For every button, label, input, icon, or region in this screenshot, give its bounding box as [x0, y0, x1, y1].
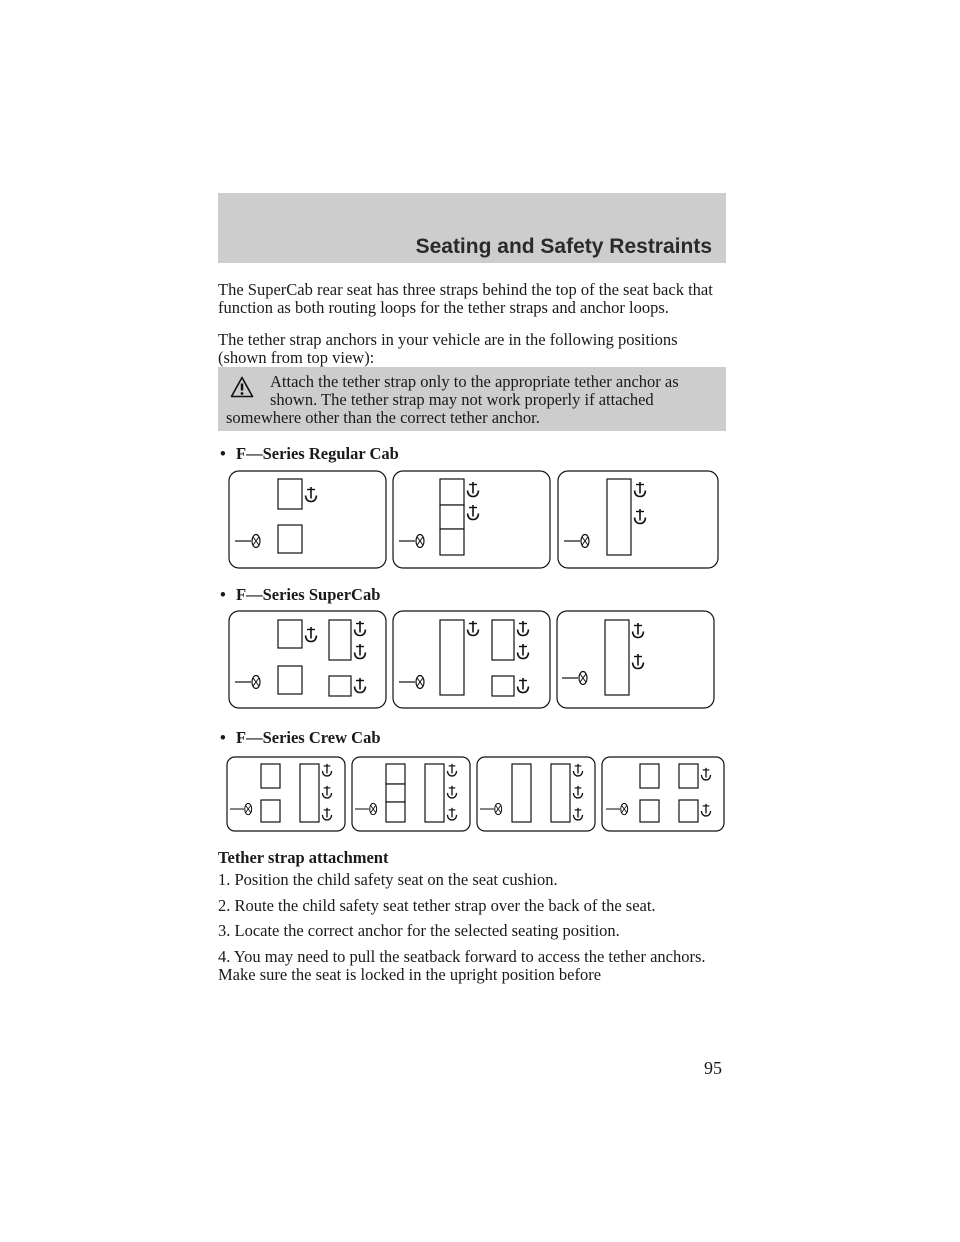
- tether-step-2: 2. Route the child safety seat tether strap over the back of the seat.: [218, 896, 656, 915]
- regular-cab-diagrams: [228, 470, 720, 570]
- supercab-diagram-1: [229, 611, 386, 708]
- tether-step-1: 1. Position the child safety seat on the seat cushion.: [218, 870, 558, 889]
- regular-cab-diagram-1: [229, 471, 386, 568]
- supercab-diagram-3: [557, 611, 714, 708]
- warning-text-line-2: shown. The tether strap may not work properly if attached: [270, 390, 654, 409]
- bullet-regular-cab: [220, 444, 399, 464]
- supercab-diagrams: [228, 610, 720, 710]
- crew-cab-diagrams: [226, 756, 726, 834]
- regular-cab-diagram-3: [558, 471, 718, 568]
- warning-triangle-icon: [230, 376, 254, 398]
- bullet-label: F—Series Crew Cab: [236, 728, 381, 747]
- crew-cab-diagram-3: [477, 757, 595, 831]
- section-title: Seating and Safety Restraints: [415, 235, 712, 258]
- bullet-crew-cab: [220, 728, 381, 748]
- tether-step-4: 4. You may need to pull the seatback forward to access the tether anchors. Make sure the seat is locked in the upright position before: [218, 947, 706, 984]
- bullet-label: F—Series Regular Cab: [236, 444, 399, 463]
- crew-cab-diagram-1: [227, 757, 345, 831]
- warning-text-line-3: somewhere other than the correct tether anchor.: [226, 408, 540, 427]
- bullet-dot: •: [220, 444, 226, 463]
- tether-step-3: 3. Locate the correct anchor for the selected seating position.: [218, 921, 620, 940]
- supercab-diagram-2: [393, 611, 550, 708]
- bullet-dot: •: [220, 728, 226, 747]
- warning-text-line-1: Attach the tether strap only to the appropriate tether anchor as: [270, 372, 679, 391]
- bullet-label: F—Series SuperCab: [236, 585, 381, 604]
- page-number: 95: [704, 1058, 722, 1078]
- crew-cab-diagram-2: [352, 757, 470, 831]
- bullet-supercab: [220, 585, 380, 605]
- intro-paragraph-2: The tether strap anchors in your vehicle are in the following positions (shown from top view):: [218, 330, 678, 367]
- tether-heading: Tether strap attachment: [218, 848, 389, 867]
- bullet-dot: •: [220, 585, 226, 604]
- warning-box: [218, 367, 726, 431]
- intro-paragraph-1: The SuperCab rear seat has three straps behind the top of the seat back that function as both routing loops for the tether straps and anchor loops.: [218, 280, 713, 317]
- section-header: [218, 193, 726, 263]
- regular-cab-diagram-2: [393, 471, 550, 568]
- crew-cab-diagram-4: [602, 757, 724, 831]
